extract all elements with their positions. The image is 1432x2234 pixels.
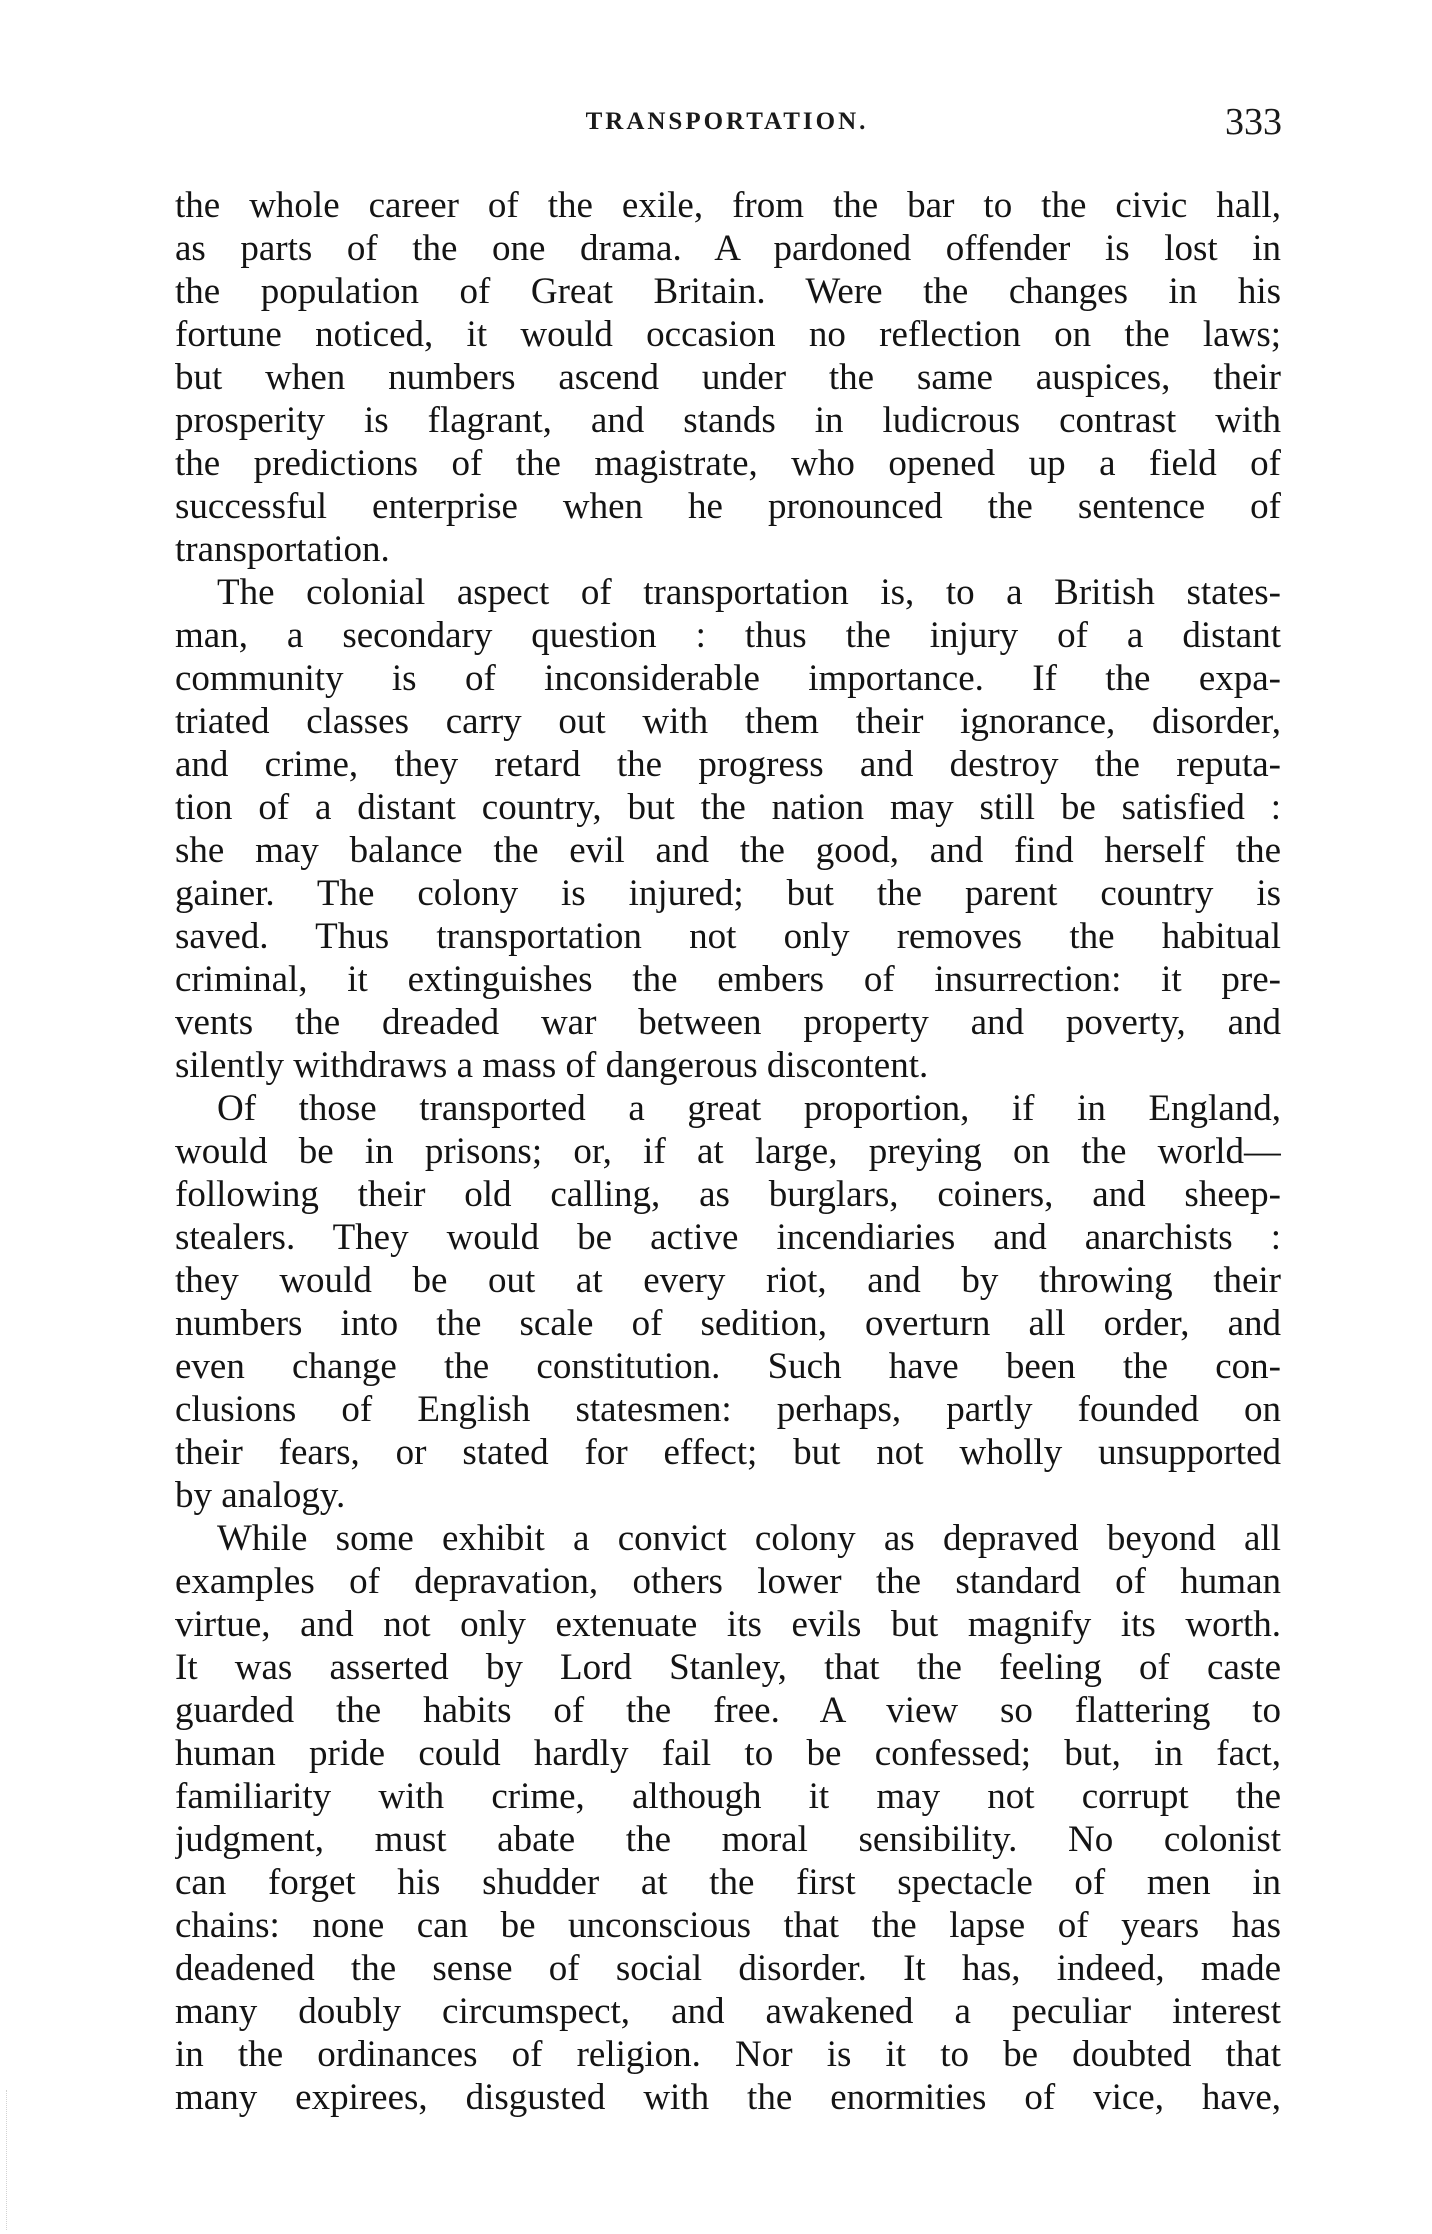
text-line: silently withdraws a mass of dangerous discontent.	[175, 1045, 929, 1086]
text-line: virtue, and not only extenuate its evils but magnify its worth.	[175, 1604, 1281, 1645]
body-text	[175, 184, 1281, 2119]
paragraph-first-line: The colonial aspect of transportation is, to a British states-	[217, 572, 1281, 613]
running-title: TRANSPORTATION.	[585, 108, 869, 135]
text-line: successful enterprise when he pronounced the sentence of	[175, 486, 1281, 527]
text-line: saved. Thus transportation not only removes the habitual	[175, 916, 1281, 957]
text-line: tion of a distant country, but the nation may still be satisfied :	[175, 787, 1281, 828]
text-line: would be in prisons; or, if at large, preying on the world—	[175, 1131, 1281, 1172]
text-line: gainer. The colony is injured; but the parent country is	[175, 873, 1281, 914]
text-line: many doubly circumspect, and awakened a peculiar interest	[175, 1991, 1281, 2032]
text-line: numbers into the scale of sedition, overturn all order, and	[175, 1303, 1281, 1344]
text-line: community is of inconsiderable importance. If the expa-	[175, 658, 1281, 699]
text-line: It was asserted by Lord Stanley, that the feeling of caste	[175, 1647, 1281, 1688]
text-line: by analogy.	[175, 1475, 346, 1516]
text-line: in the ordinances of religion. Nor is it to be doubted that	[175, 2034, 1281, 2075]
text-line: their fears, or stated for effect; but not wholly unsupported	[175, 1432, 1281, 1473]
paragraph-first-line: While some exhibit a convict colony as depraved beyond all	[217, 1518, 1281, 1559]
text-line: judgment, must abate the moral sensibility. No colonist	[175, 1819, 1281, 1860]
text-line: man, a secondary question : thus the injury of a distant	[175, 615, 1281, 656]
text-line: can forget his shudder at the first spectacle of men in	[175, 1862, 1281, 1903]
text-line: many expirees, disgusted with the enormities of vice, have,	[175, 2077, 1281, 2118]
page-header	[172, 100, 1282, 150]
text-line: transportation.	[175, 529, 390, 570]
text-line: prosperity is flagrant, and stands in ludicrous contrast with	[175, 400, 1281, 441]
text-line: fortune noticed, it would occasion no reflection on the laws;	[175, 314, 1281, 355]
text-line: even change the constitution. Such have been the con-	[175, 1346, 1281, 1387]
text-line: she may balance the evil and the good, and find herself the	[175, 830, 1281, 871]
text-line: as parts of the one drama. A pardoned offender is lost in	[175, 228, 1281, 269]
text-line: but when numbers ascend under the same auspices, their	[175, 357, 1281, 398]
text-line: following their old calling, as burglars, coiners, and sheep-	[175, 1174, 1281, 1215]
scan-margin-specks	[6, 2090, 11, 2230]
text-line: stealers. They would be active incendiaries and anarchists :	[175, 1217, 1281, 1258]
text-line: vents the dreaded war between property and poverty, and	[175, 1002, 1281, 1043]
text-line: clusions of English statesmen: perhaps, partly founded on	[175, 1389, 1281, 1430]
text-line: deadened the sense of social disorder. It has, indeed, made	[175, 1948, 1281, 1989]
text-line: criminal, it extinguishes the embers of insurrection: it pre-	[175, 959, 1281, 1000]
text-line: examples of depravation, others lower the standard of human	[175, 1561, 1281, 1602]
text-line: human pride could hardly fail to be confessed; but, in fact,	[175, 1733, 1281, 1774]
text-line: triated classes carry out with them their ignorance, disorder,	[175, 701, 1281, 742]
paragraph-first-line: Of those transported a great proportion, if in England,	[217, 1088, 1281, 1129]
text-line: familiarity with crime, although it may not corrupt the	[175, 1776, 1281, 1817]
text-line: guarded the habits of the free. A view so flattering to	[175, 1690, 1281, 1731]
text-line: the whole career of the exile, from the bar to the civic hall,	[175, 185, 1281, 226]
text-line: chains: none can be unconscious that the lapse of years has	[175, 1905, 1281, 1946]
page-number: 333	[1225, 101, 1282, 143]
text-line: the predictions of the magistrate, who opened up a field of	[175, 443, 1281, 484]
text-line: they would be out at every riot, and by throwing their	[175, 1260, 1281, 1301]
text-line: the population of Great Britain. Were the changes in his	[175, 271, 1281, 312]
text-line: and crime, they retard the progress and destroy the reputa-	[175, 744, 1281, 785]
